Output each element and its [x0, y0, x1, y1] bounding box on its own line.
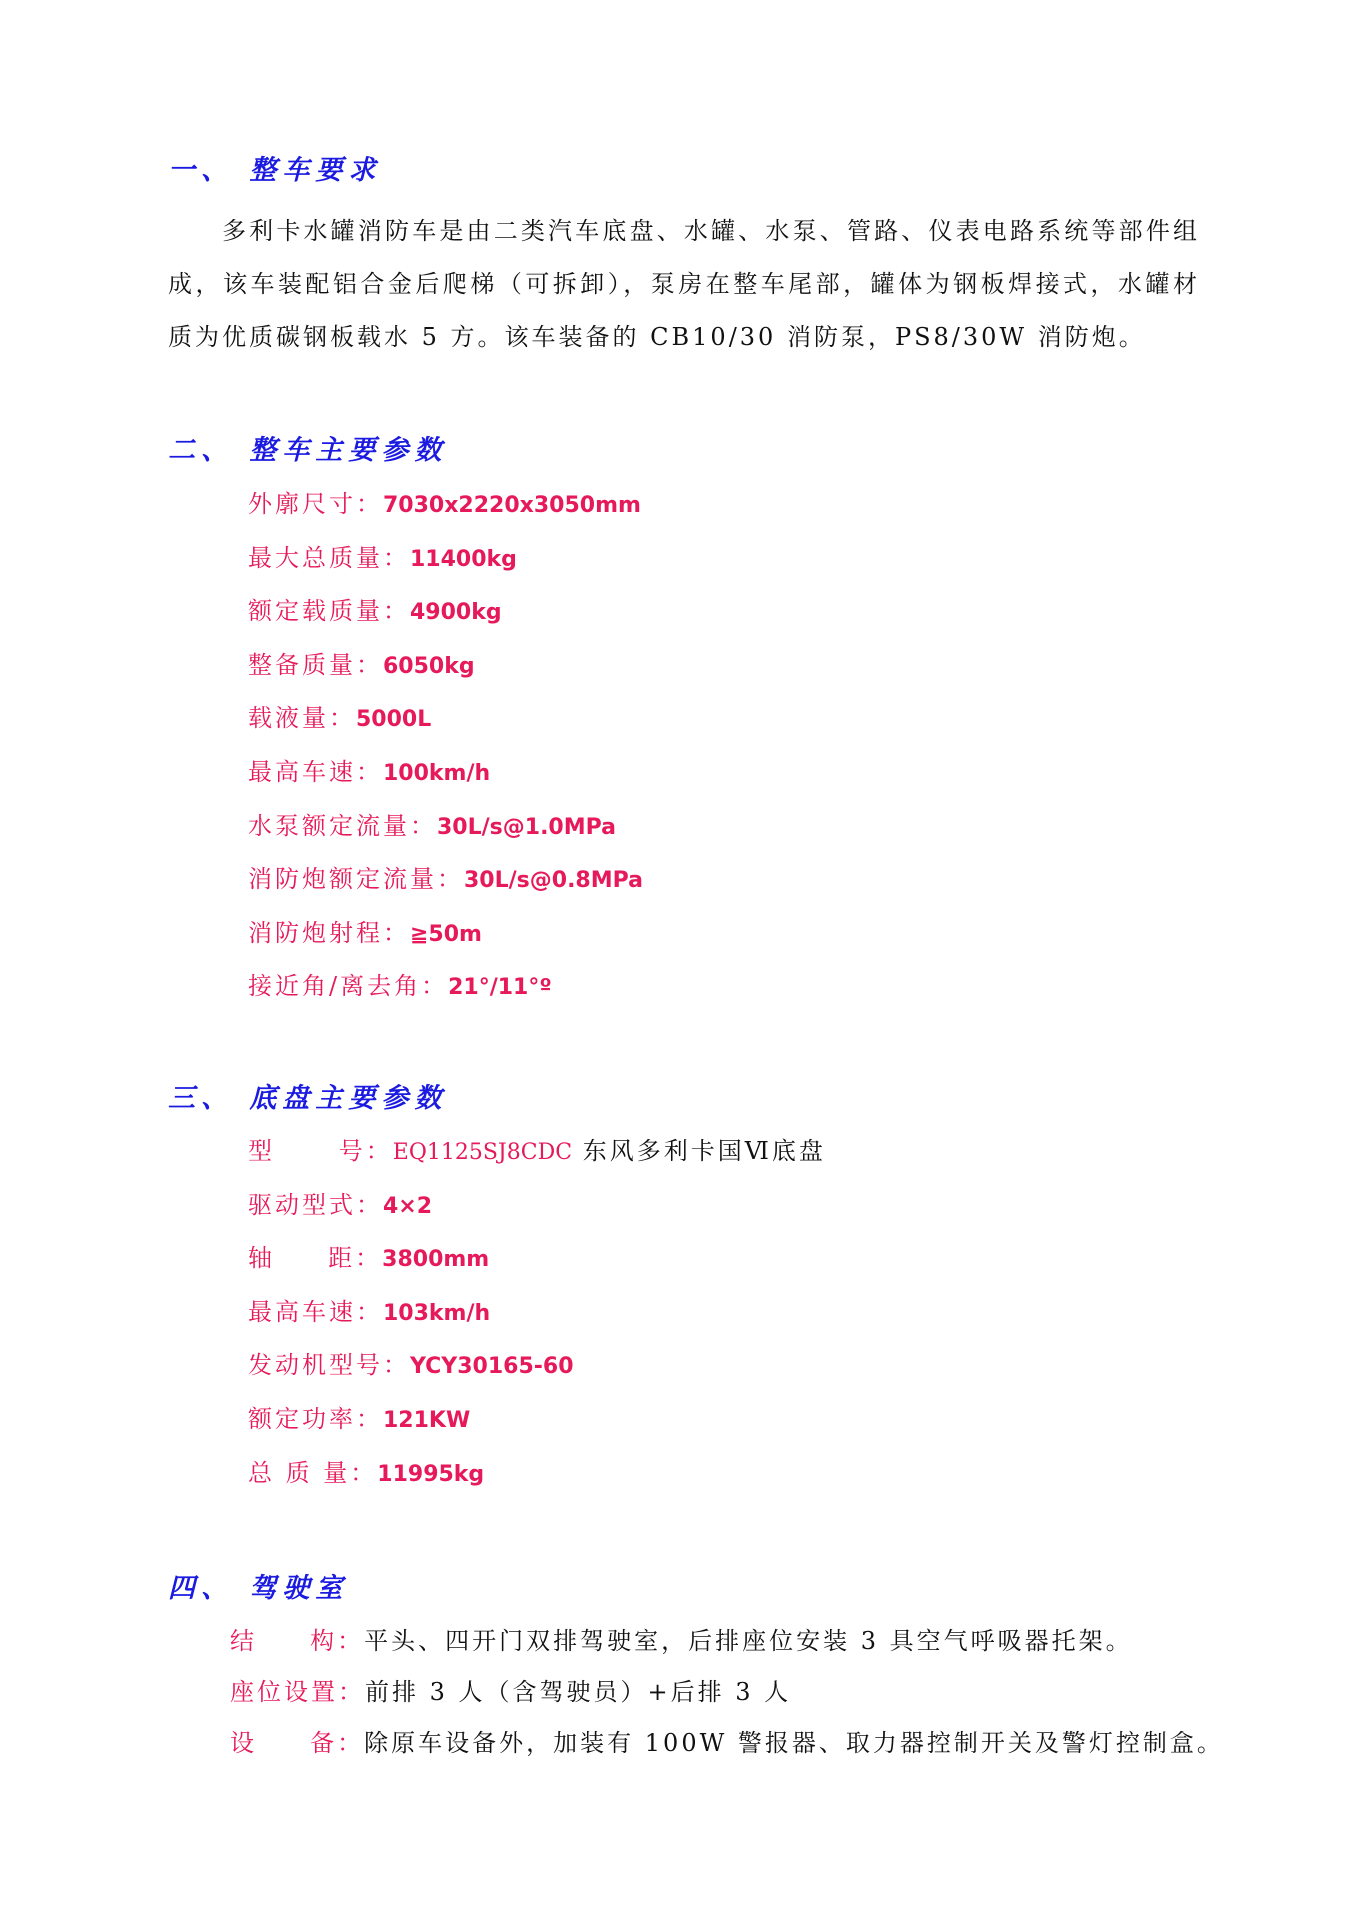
section2-heading: 二、 整车主要参数 [168, 435, 448, 466]
param-row [248, 532, 643, 586]
cab-row [230, 1718, 1224, 1769]
param-row [248, 853, 643, 907]
param-value: 30L/s@1.0MPa [437, 814, 617, 840]
param-row [248, 800, 643, 854]
chassis-model-row [248, 1125, 826, 1179]
param-value: 11995kg [377, 1461, 485, 1487]
cab-label: 结 构： [230, 1627, 365, 1655]
param-value: ≧50m [410, 921, 482, 947]
cab-label: 座位设置： [230, 1678, 365, 1706]
param-value: EQ1125SJ8CDC [392, 1140, 573, 1165]
param-label: 外廓尺寸： [248, 490, 383, 518]
param-label: 消防炮额定流量： [248, 865, 464, 894]
param-row [248, 746, 643, 800]
param-row [248, 585, 643, 639]
param-value: 7030x2220x3050mm [383, 493, 641, 518]
cab-label: 设 备： [230, 1729, 365, 1757]
param-label: 额定功率： [248, 1404, 383, 1433]
section1-heading: 一、 整车要求 [168, 155, 382, 186]
param-label: 水泵额定流量： [248, 811, 437, 840]
param-row [248, 1393, 826, 1447]
param-label: 轴 距： [248, 1244, 383, 1273]
intro-paragraph: 多利卡水罐消防车是由二类汽车底盘、水罐、水泵、管路、仪表电路系统等部件组成，该车装配铝合金后爬梯（可拆卸），泵房在整车尾部，罐体为钢板焊接式，水罐材质为优质碳钢板载水 5 方。该车装备的 CB10/30 消防泵，PS8/30W 消防炮。 [168, 217, 1200, 351]
param-row [248, 692, 643, 746]
param-row [248, 907, 643, 961]
param-value: 100km/h [383, 760, 491, 786]
param-row [248, 1447, 826, 1501]
param-value: 21°/11°º [448, 975, 552, 1001]
chassis-params-list [248, 1125, 826, 1500]
param-label: 消防炮射程： [248, 918, 410, 947]
param-value: 4900kg [410, 600, 502, 626]
param-label: 最高车速： [248, 1297, 383, 1326]
param-label: 发动机型号： [248, 1351, 410, 1380]
cab-row [230, 1616, 1224, 1667]
param-value: 3800mm [382, 1247, 490, 1273]
param-label: 最大总质量： [248, 543, 410, 572]
param-label: 载液量： [248, 704, 356, 733]
param-row [248, 1179, 826, 1233]
param-value: 6050kg [383, 653, 475, 679]
section1-intro [168, 205, 1200, 364]
param-row [248, 639, 643, 693]
cab-text: 平头、四开门双排驾驶室，后排座位安装 3 具空气呼吸器托架。 [364, 1627, 1133, 1655]
param-label: 额定载质量： [248, 597, 410, 626]
cab-text: 前排 3 人（含驾驶员）+后排 3 人 [365, 1678, 792, 1706]
param-label: 整备质量： [248, 650, 383, 679]
param-value: YCY30165-60 [410, 1354, 574, 1380]
param-label: 总 质 量： [248, 1458, 378, 1487]
param-value: 5000L [356, 707, 432, 733]
chassis-note: 东风多利卡国Ⅵ底盘 [572, 1137, 826, 1165]
cab-row [230, 1667, 1224, 1718]
param-value: 30L/s@0.8MPa [464, 868, 644, 894]
param-row [248, 1339, 826, 1393]
section3-heading: 三、 底盘主要参数 [168, 1083, 448, 1114]
param-row [248, 960, 643, 1014]
vehicle-params-list [248, 478, 643, 1014]
param-value: 4×2 [383, 1193, 433, 1219]
param-label: 驱动型式： [248, 1190, 383, 1219]
param-label: 接近角/离去角： [248, 972, 449, 1001]
param-label: 最高车速： [248, 757, 383, 786]
param-value: 121KW [383, 1407, 471, 1433]
param-row [248, 1286, 826, 1340]
cab-list [230, 1616, 1224, 1769]
section4-heading: 四、 驾驶室 [168, 1573, 349, 1604]
param-value: 11400kg [410, 546, 517, 572]
param-row [248, 1232, 826, 1286]
cab-text: 除原车设备外，加装有 100W 警报器、取力器控制开关及警灯控制盒。 [364, 1729, 1224, 1757]
param-value: 103km/h [383, 1300, 491, 1326]
param-row [248, 478, 643, 532]
param-label: 型 号： [248, 1137, 393, 1165]
